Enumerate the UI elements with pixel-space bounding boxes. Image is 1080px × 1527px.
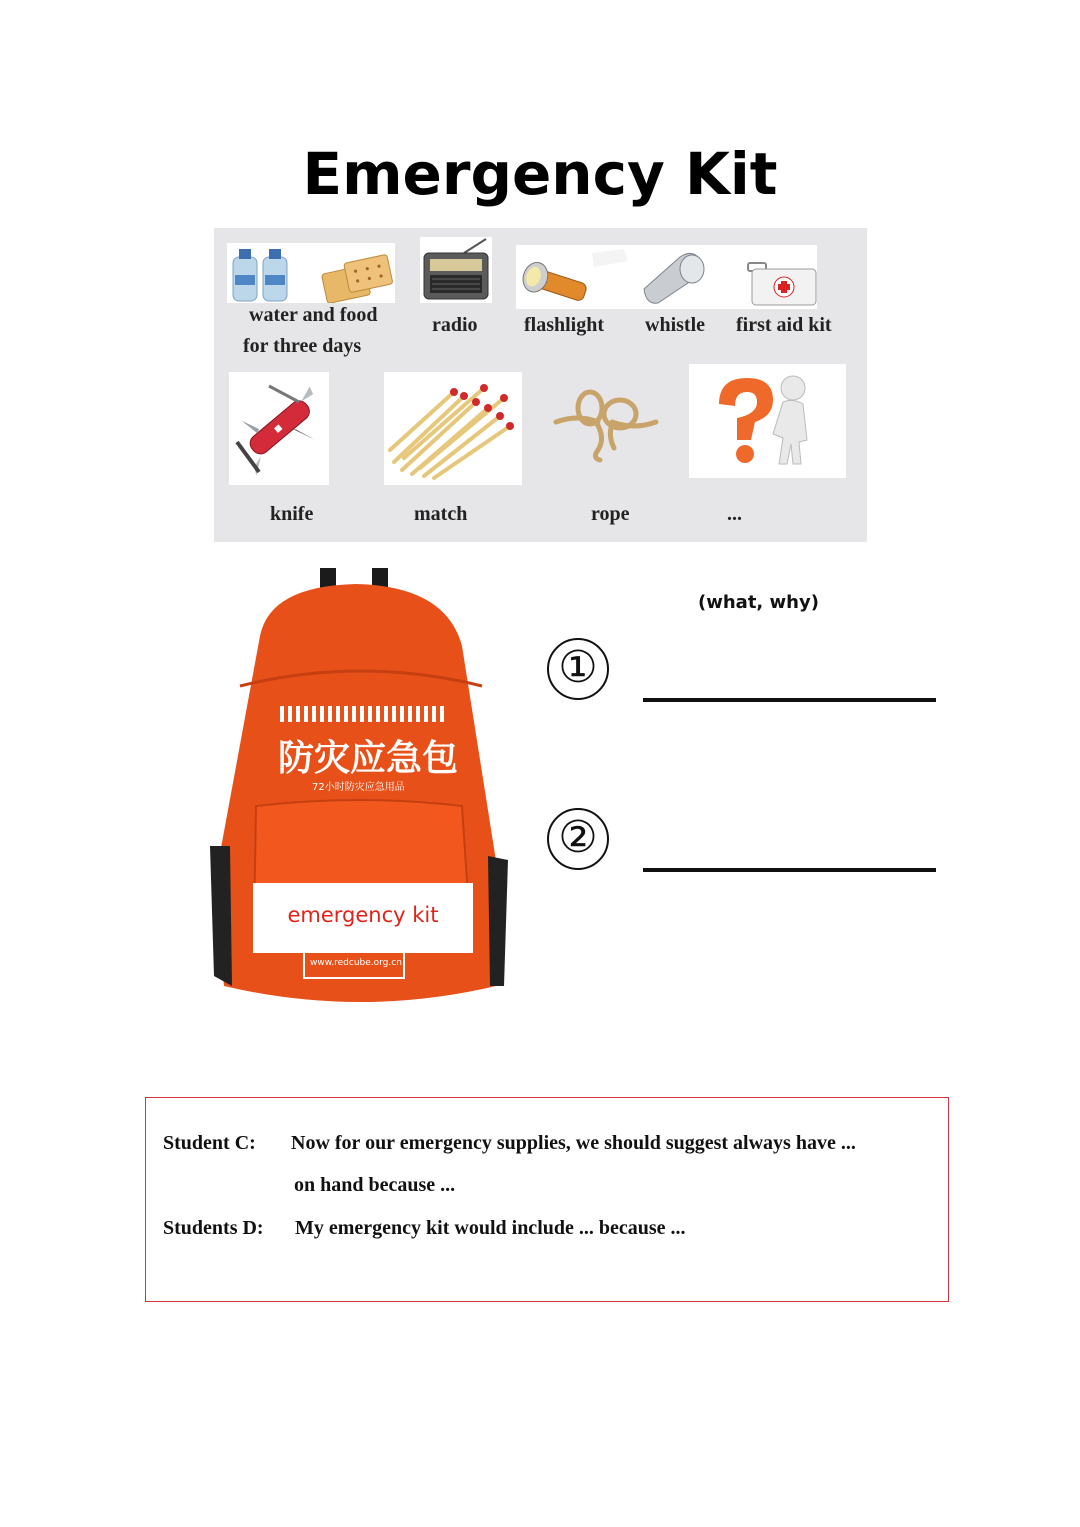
question-hint: (what, why) [698,592,819,613]
label-radio: radio [432,314,478,336]
backpack-chinese-title: 防灾应急包 [278,738,459,779]
speaker-student-c: Student C: [163,1132,256,1154]
backpack-chinese-subtitle: 72小时防灾应急用品 [312,782,405,793]
student-c-line: Now for our emergency supplies, we should suggest always have ... [291,1132,856,1154]
knife-icon [229,372,329,485]
label-more: ... [727,503,742,525]
backpack-url: www.redcube.org.cn [310,958,402,968]
rope-icon [552,378,660,478]
water-and-crackers-icon [227,243,395,303]
backpack-tag-label: emergency kit [287,903,439,927]
supplies-panel [214,228,867,542]
label-for-three-days: for three days [243,335,362,357]
label-water-and-food: water and food [249,304,378,326]
students-d-line: My emergency kit would include ... because ... [295,1217,686,1239]
answer-blank-2[interactable] [643,868,936,872]
dialog-box [145,1097,949,1302]
label-rope: rope [591,503,630,525]
radio-icon [420,237,492,303]
page-title: Emergency Kit [302,140,778,208]
answer-blank-1[interactable] [643,698,936,702]
label-whistle: whistle [645,314,705,336]
label-knife: knife [270,503,314,525]
label-first-aid-kit: first aid kit [736,314,832,336]
first-aid-kit-icon [714,245,817,309]
student-c-line-continued: on hand because ... [294,1174,456,1196]
flashlight-icon [516,245,634,309]
whistle-icon [634,245,714,309]
circled-number-2: ② [547,808,609,870]
speaker-students-d: Students D: [163,1217,264,1239]
label-flashlight: flashlight [524,314,605,336]
circled-number-1: ① [547,638,609,700]
question-mark-icon [689,364,846,478]
emergency-backpack [200,566,520,1026]
matches-icon [384,372,522,485]
backpack-tag [253,883,473,953]
label-match: match [414,503,468,525]
